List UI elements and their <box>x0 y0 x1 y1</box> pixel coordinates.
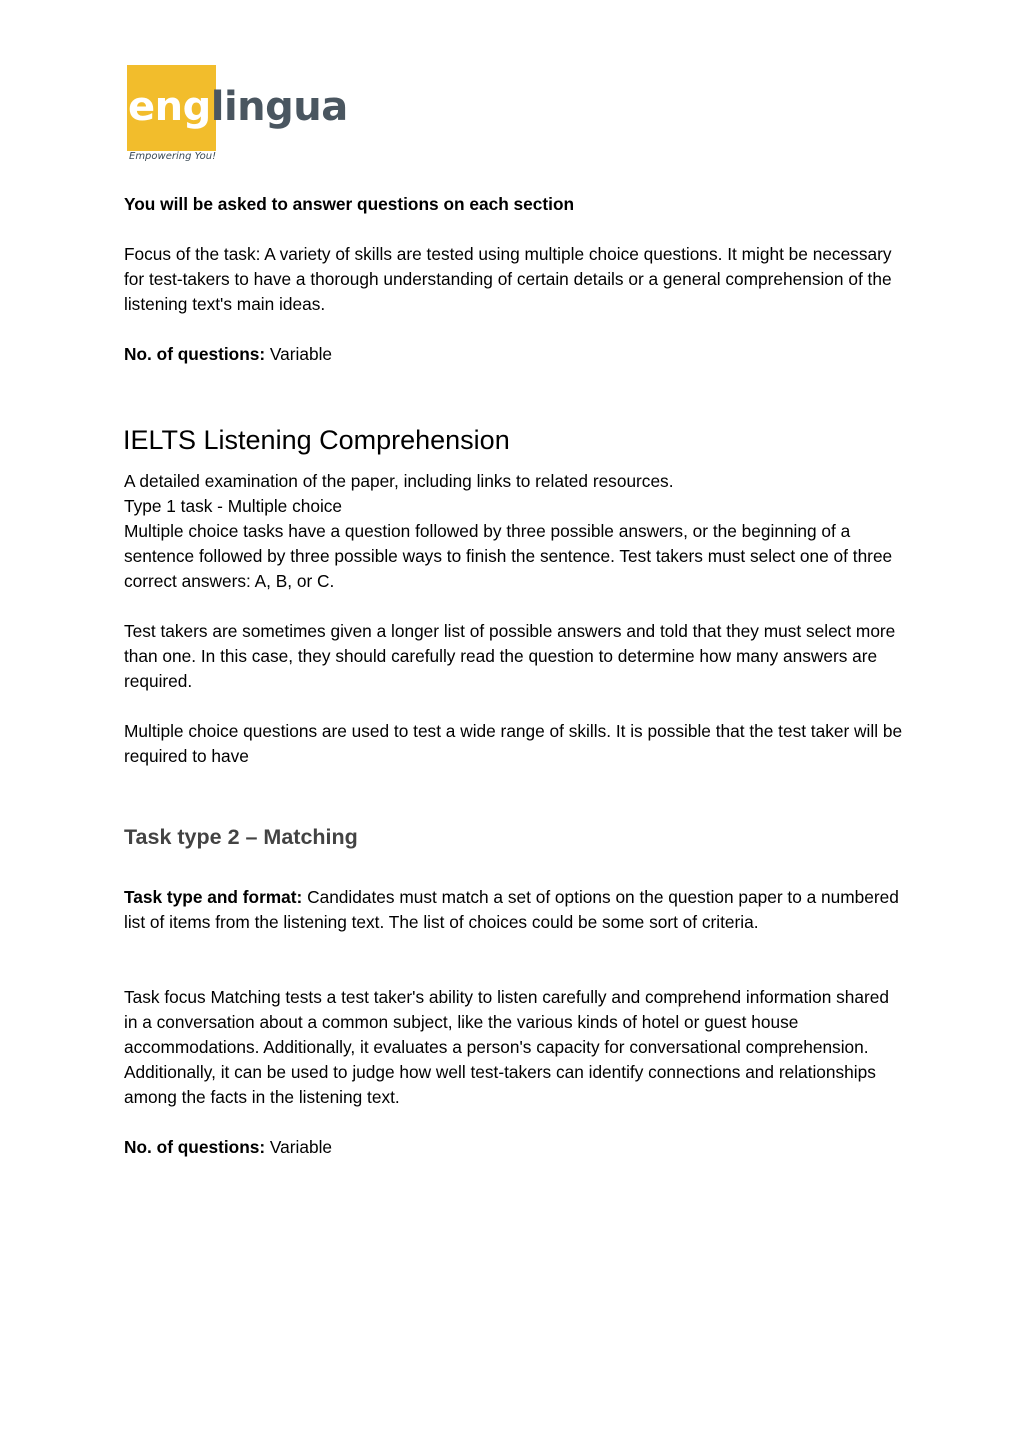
englingua-logo <box>127 65 357 165</box>
matching-format-label: Task type and format: <box>124 887 303 907</box>
listening-paragraph-2: Test takers are sometimes given a longer list of possible answers and told that they must select more than one. In this case, they should carefully read the question to determine how many answers are required. <box>124 621 896 691</box>
intro-heading: You will be asked to answer questions on each section <box>124 194 575 214</box>
listening-title: IELTS Listening Comprehension <box>123 425 510 455</box>
listening-intro-line: A detailed examination of the paper, including links to related resources. <box>124 471 674 491</box>
matching-format-text: Candidates must match a set of options on the question paper to a numbered list of items from the listening text. The list of choices could be some sort of criteria. <box>124 887 899 932</box>
question-count-value: Variable <box>265 344 333 364</box>
matching-focus-paragraph: Task focus Matching tests a test taker's ability to listen carefully and comprehend information shared in a conversation about a common subject, like the various kinds of hotel or guest house accommodations. Additionally, it evaluates a person's capacity for conversational comprehension. Additionally, it can be used to judge how well test-takers can identify connections and relationships among the facts in the listening text. <box>124 987 890 1107</box>
logo-word-lingua: lingua <box>210 84 348 130</box>
matching-format-paragraph <box>124 885 904 935</box>
logo-wordmark <box>128 84 348 130</box>
listening-task-type-line: Type 1 task - Multiple choice <box>124 496 343 516</box>
listening-paragraph-1: Multiple choice tasks have a question followed by three possible answers, or the beginning of a sentence followed by three possible ways to finish the sentence. Test takers must select one of three correct answers: A, B, or C. <box>124 521 893 591</box>
matching-question-count-value: Variable <box>265 1137 333 1157</box>
intro-focus-paragraph: Focus of the task: A variety of skills are tested using multiple choice questions. It might be necessary for test-takers to have a thorough understanding of certain details or a general comprehension of the listening text's main ideas. <box>124 244 892 314</box>
question-count-label: No. of questions: <box>124 344 266 364</box>
matching-title: Task type 2 – Matching <box>124 825 358 849</box>
logo-tagline: Empowering You! <box>129 151 217 162</box>
logo-word-eng: eng <box>128 84 211 130</box>
intro-question-count <box>124 342 904 367</box>
matching-question-count-label: No. of questions: <box>124 1137 266 1157</box>
listening-paragraph-3: Multiple choice questions are used to test a wide range of skills. It is possible that the test taker will be required to have <box>124 721 903 766</box>
matching-question-count <box>124 1135 904 1160</box>
